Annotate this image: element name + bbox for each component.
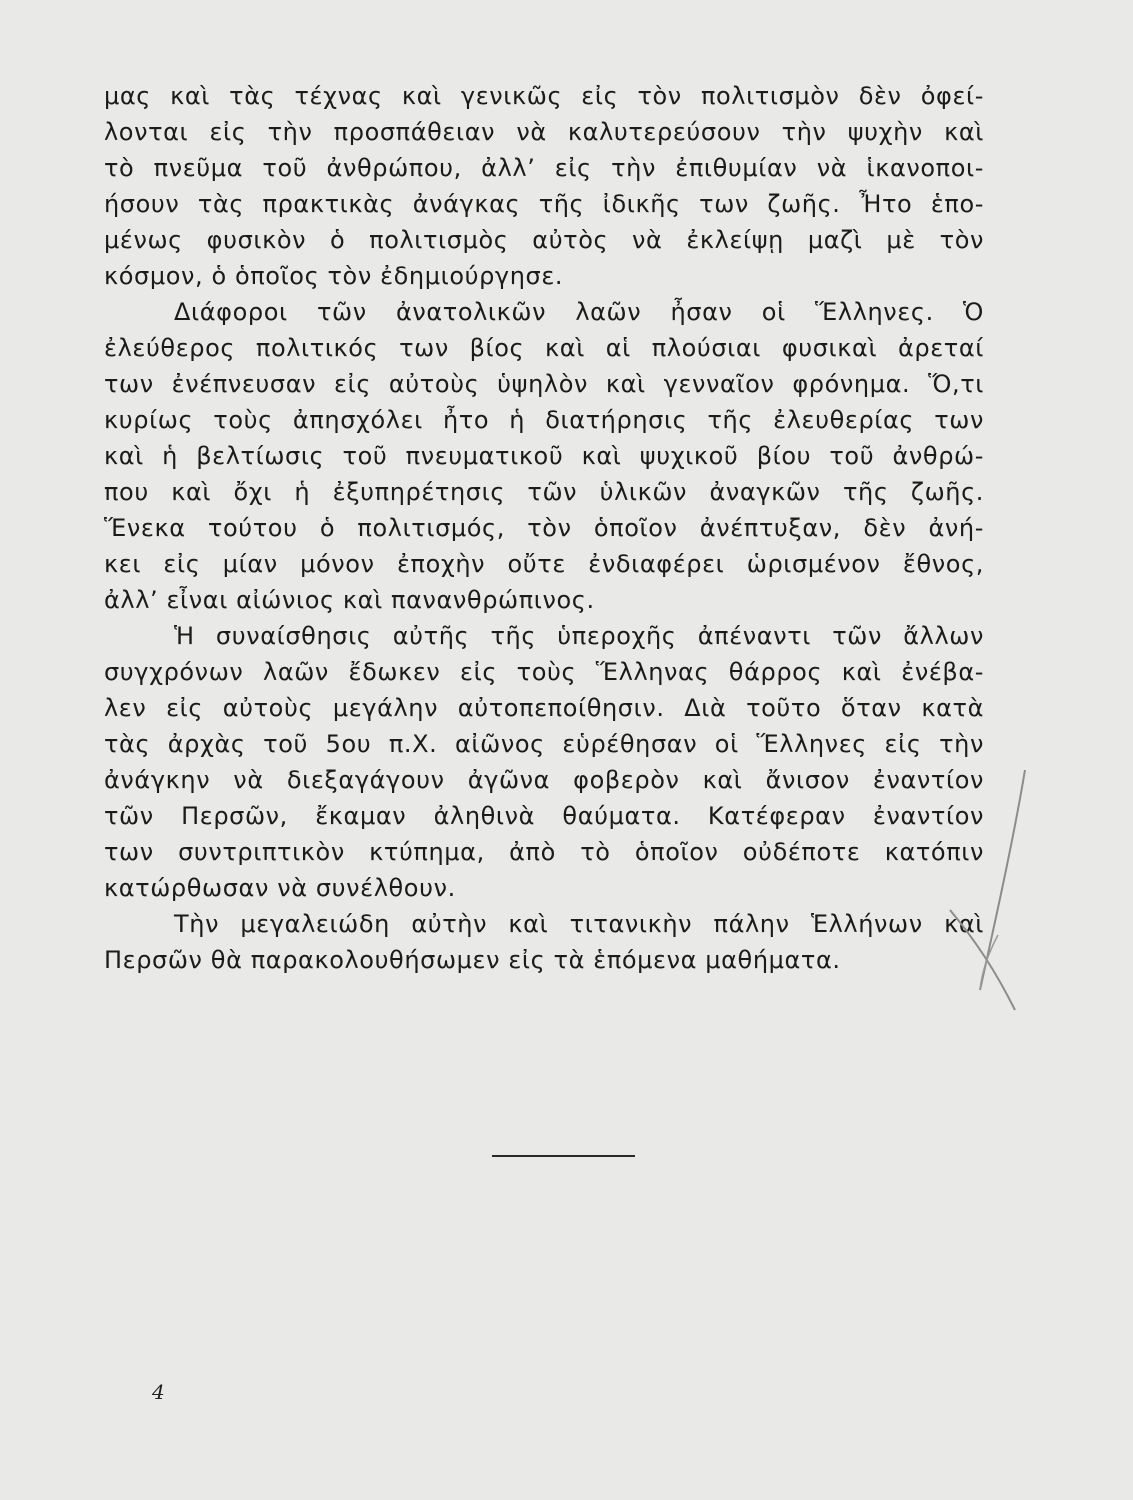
section-divider [492, 1155, 635, 1157]
text-line: τὸ πνεῦμα τοῦ ἀνθρώπου, ἀλλ’ εἰς τὴν ἐπιθυμίαν νὰ ἱκανοποι- [104, 154, 984, 182]
pencil-mark-icon [920, 770, 1070, 1030]
text-line: τὰς ἀρχὰς τοῦ 5ου π.Χ. αἰῶνος εὑρέθησαν οἱ Ἕλληνες εἰς τὴν [104, 730, 984, 758]
text-line: των συντριπτικὸν κτύπημα, ἀπὸ τὸ ὁποῖον οὐδέποτε κατόπιν [104, 838, 984, 866]
body-text [104, 78, 984, 978]
text-line: ἀνάγκην νὰ διεξαγάγουν ἀγῶνα φοβερὸν καὶ ἄνισον ἐναντίον [104, 766, 984, 794]
text-line: τῶν Περσῶν, ἔκαμαν ἀληθινὰ θαύματα. Κατέφεραν ἐναντίον [104, 802, 984, 830]
text-line: ἀλλ’ εἶναι αἰώνιος καὶ πανανθρώπινος. [104, 586, 595, 614]
text-line: λονται εἰς τὴν προσπάθειαν νὰ καλυτερεύσουν τὴν ψυχὴν καὶ [104, 118, 984, 146]
text-line: καὶ ἡ βελτίωσις τοῦ πνευματικοῦ καὶ ψυχικοῦ βίου τοῦ ἀνθρώ- [104, 442, 984, 470]
text-line: Διάφοροι τῶν ἀνατολικῶν λαῶν ἦσαν οἱ Ἕλληνες. Ὁ [174, 298, 984, 326]
text-line: κατώρθωσαν νὰ συνέλθουν. [104, 874, 456, 902]
text-line: συγχρόνων λαῶν ἔδωκεν εἰς τοὺς Ἕλληνας θάρρος καὶ ἐνέβα- [104, 658, 984, 686]
text-line: ήσουν τὰς πρακτικὰς ἀνάγκας τῆς ἰδικῆς των ζωῆς. Ἦτο ἑπο- [104, 190, 984, 218]
text-line: Ἕνεκα τούτου ὁ πολιτισμός, τὸν ὁποῖον ἀνέπτυξαν, δὲν ἀνή- [104, 514, 984, 542]
text-line: των ἐνέπνευσαν εἰς αὐτοὺς ὑψηλὸν καὶ γενναῖον φρόνημα. Ὅ,τι [104, 370, 984, 398]
text-line: Περσῶν θὰ παρακολουθήσωμεν εἰς τὰ ἑπόμενα μαθήματα. [104, 946, 841, 974]
text-line: που καὶ ὄχι ἡ ἐξυπηρέτησις τῶν ὑλικῶν ἀναγκῶν τῆς ζωῆς. [104, 478, 984, 506]
text-line: μας καὶ τὰς τέχνας καὶ γενικῶς εἰς τὸν πολιτισμὸν δὲν ὀφεί- [104, 82, 984, 110]
text-line: μένως φυσικὸν ὁ πολιτισμὸς αὐτὸς νὰ ἐκλείψῃ μαζὶ μὲ τὸν [104, 226, 984, 254]
text-line: Τὴν μεγαλειώδη αὐτὴν καὶ τιτανικὴν πάλην Ἑλλήνων καὶ [174, 910, 984, 938]
text-line: κόσμον, ὁ ὁποῖος τὸν ἐδημιούργησε. [104, 262, 564, 290]
text-line: ἐλεύθερος πολιτικός των βίος καὶ αἱ πλούσιαι φυσικαὶ ἀρεταί [104, 334, 984, 362]
text-line: κει εἰς μίαν μόνον ἐποχὴν οὔτε ἐνδιαφέρει ὡρισμένον ἔθνος, [104, 550, 984, 578]
page-number: 4 [152, 1380, 165, 1404]
text-line: λεν εἰς αὐτοὺς μεγάλην αὐτοπεποίθησιν. Διὰ τοῦτο ὅταν κατὰ [104, 694, 984, 722]
text-line: κυρίως τοὺς ἀπησχόλει ἦτο ἡ διατήρησις τῆς ἐλευθερίας των [104, 406, 984, 434]
text-line: Ἡ συναίσθησις αὐτῆς τῆς ὑπεροχῆς ἀπέναντι τῶν ἄλλων [174, 622, 984, 650]
